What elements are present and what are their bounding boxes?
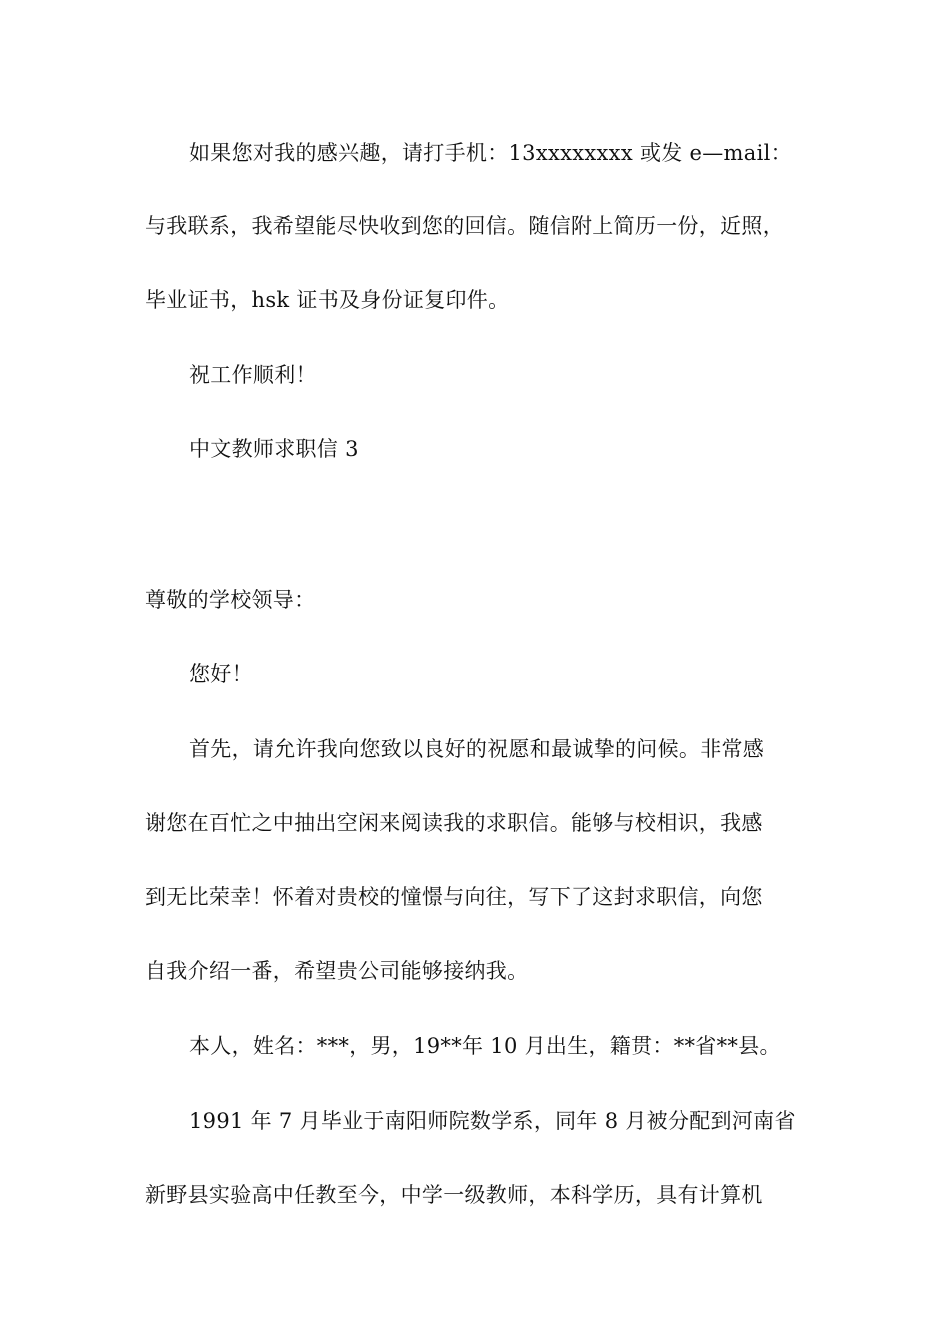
paragraph-line-intro-3: 到无比荣幸！怀着对贵校的憧憬与向往，写下了这封求职信，向您	[145, 885, 763, 909]
salutation: 尊敬的学校领导：	[145, 588, 316, 612]
paragraph-line-reply: 与我联系，我希望能尽快收到您的回信。随信附上简历一份，近照，	[145, 214, 784, 238]
greeting: 您好！	[189, 662, 253, 686]
paragraph-line-personal-info: 本人，姓名：***，男，19**年 10 月出生，籍贯：**省**县。	[189, 1034, 781, 1058]
paragraph-line-intro-1: 首先，请允许我向您致以良好的祝愿和最诚挚的问候。非常感	[189, 737, 765, 761]
paragraph-line-education-1: 1991 年 7 月毕业于南阳师院数学系，同年 8 月被分配到河南省	[189, 1109, 796, 1133]
paragraph-line-education-2: 新野县实验高中任教至今，中学一级教师，本科学历，具有计算机	[145, 1183, 763, 1207]
section-title: 中文教师求职信 3	[189, 437, 359, 461]
paragraph-line-attachments: 毕业证书，hsk 证书及身份证复印件。	[145, 288, 510, 312]
closing-wish: 祝工作顺利！	[189, 363, 317, 387]
paragraph-line-intro-2: 谢您在百忙之中抽出空闲来阅读我的求职信。能够与校相识，我感	[145, 811, 763, 835]
paragraph-line-contact: 如果您对我的感兴趣，请打手机：13xxxxxxxx 或发 e—mail：	[189, 141, 792, 165]
paragraph-line-intro-4: 自我介绍一番，希望贵公司能够接纳我。	[145, 959, 529, 983]
